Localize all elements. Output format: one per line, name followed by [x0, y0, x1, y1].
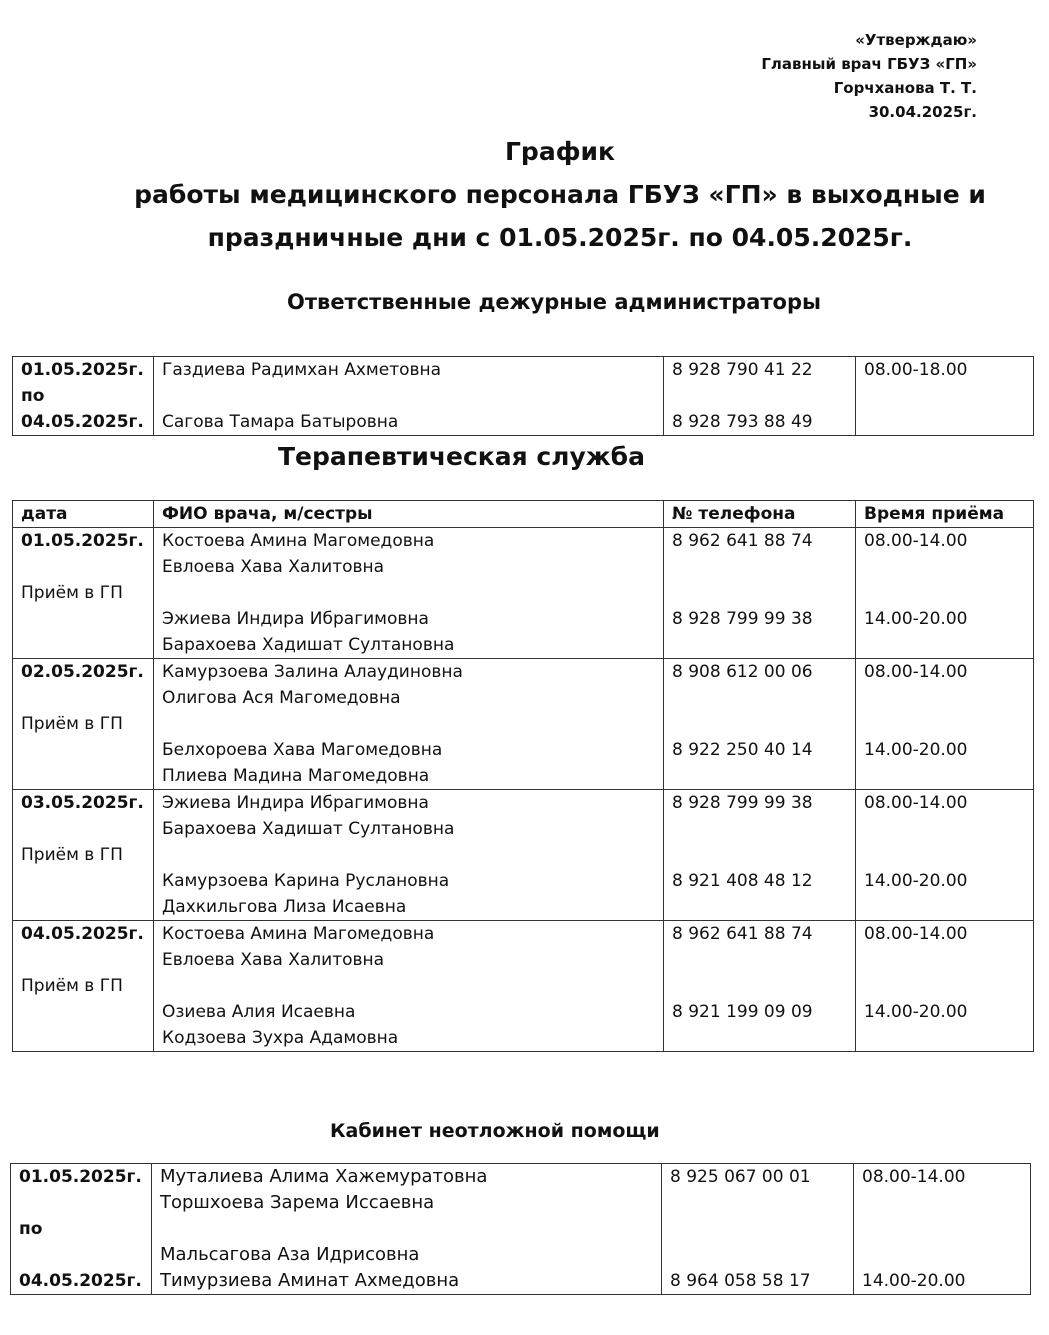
approval-line-name: Горчханова Т. Т. [833, 79, 977, 97]
staff-name: Камурзоева Залина Алаудиновна [162, 662, 463, 682]
urgent-heading: Кабинет неотложной помощи [330, 1120, 660, 1142]
staff-name: Тимурзиева Аминат Ахмедовна [160, 1270, 460, 1291]
date-from: 01.05.2025г. [19, 1167, 142, 1187]
shift1-time: 08.00-14.00 [864, 924, 968, 944]
shift1-time: 08.00-14.00 [864, 662, 968, 682]
day-date-cell [13, 790, 154, 921]
urgent-time-2: 14.00-20.00 [862, 1271, 966, 1291]
staff-name: Кодзоева Зухра Адамовна [162, 1028, 399, 1048]
staff-name: Костоева Амина Магомедовна [162, 531, 435, 551]
shift2-phone: 8 928 799 99 38 [672, 609, 813, 629]
shift2-phone: 8 921 408 48 12 [672, 871, 813, 891]
shift2-time: 14.00-20.00 [864, 1002, 968, 1022]
shift2-phone: 8 921 199 09 09 [672, 1002, 813, 1022]
admin-name-1: Газдиева Радимхан Ахметовна [162, 360, 442, 380]
day-time-cell [856, 921, 1034, 1052]
shift1-phone: 8 928 799 99 38 [672, 793, 813, 813]
urgent-phone-2: 8 964 058 58 17 [670, 1271, 811, 1291]
staff-name: Белхороева Хава Магомедовна [162, 740, 443, 760]
admins-date-cell [13, 357, 154, 436]
approval-block [761, 28, 977, 124]
date-separator: по [19, 1219, 43, 1239]
urgent-time-1: 08.00-14.00 [862, 1167, 966, 1187]
header-phone: № телефона [664, 501, 856, 528]
staff-name: Эжиева Индира Ибрагимовна [162, 793, 429, 813]
staff-name: Озиева Алия Исаевна [162, 1002, 356, 1022]
day-place: Приём в ГП [21, 976, 123, 996]
approval-line-approve: «Утверждаю» [855, 31, 977, 49]
shift1-time: 08.00-14.00 [864, 793, 968, 813]
day-date: 03.05.2025г. [21, 793, 144, 813]
day-place: Приём в ГП [21, 583, 123, 603]
admin-phone-1: 8 928 790 41 22 [672, 360, 813, 380]
table-row [13, 357, 1034, 436]
shift1-phone: 8 962 641 88 74 [672, 924, 813, 944]
urgent-time-cell [854, 1164, 1031, 1295]
staff-name: Эжиева Индира Ибрагимовна [162, 609, 429, 629]
day-phone-cell [664, 528, 856, 659]
day-time-cell [856, 659, 1034, 790]
table-row [13, 921, 1034, 1052]
approval-line-date: 30.04.2025г. [868, 103, 977, 121]
date-to: 04.05.2025г. [19, 1271, 142, 1291]
urgent-names-cell [152, 1164, 662, 1295]
staff-name: Муталиева Алима Хажемуратовна [160, 1166, 488, 1187]
day-date-cell [13, 921, 154, 1052]
shift2-time: 14.00-20.00 [864, 609, 968, 629]
table-row [13, 528, 1034, 659]
approval-line-position: Главный врач ГБУЗ «ГП» [761, 55, 977, 73]
therapy-table [12, 500, 1034, 1052]
admin-time: 08.00-18.00 [864, 360, 968, 380]
staff-name: Плиева Мадина Магомедовна [162, 766, 430, 786]
date-separator: по [21, 386, 45, 406]
day-time-cell [856, 790, 1034, 921]
staff-name: Барахоева Хадишат Султановна [162, 635, 455, 655]
urgent-phone-1: 8 925 067 00 01 [670, 1167, 811, 1187]
shift2-phone: 8 922 250 40 14 [672, 740, 813, 760]
table-row [11, 1164, 1031, 1295]
staff-name: Барахоева Хадишат Султановна [162, 819, 455, 839]
shift1-phone: 8 962 641 88 74 [672, 531, 813, 551]
staff-name: Евлоева Хава Халитовна [162, 950, 385, 970]
shift2-time: 14.00-20.00 [864, 871, 968, 891]
title-line-1: График [505, 137, 615, 166]
admin-name-2: Сагова Тамара Батыровна [162, 412, 399, 432]
staff-name: Камурзоева Карина Руслановна [162, 871, 450, 891]
header-time: Время приёма [856, 501, 1034, 528]
day-date: 02.05.2025г. [21, 662, 144, 682]
urgent-phone-cell [662, 1164, 854, 1295]
day-names-cell [154, 921, 664, 1052]
staff-name: Евлоева Хава Халитовна [162, 557, 385, 577]
header-date: дата [13, 501, 154, 528]
document-title [0, 130, 1049, 259]
day-phone-cell [664, 790, 856, 921]
table-header-row [13, 501, 1034, 528]
admins-heading: Ответственные дежурные администраторы [287, 290, 821, 314]
staff-name: Торшхоева Зарема Иссаевна [160, 1192, 435, 1213]
shift2-time: 14.00-20.00 [864, 740, 968, 760]
therapy-heading: Терапевтическая служба [278, 442, 645, 471]
admin-phone-2: 8 928 793 88 49 [672, 412, 813, 432]
title-line-3: праздничные дни с 01.05.2025г. по 04.05.2025г. [207, 223, 913, 252]
day-place: Приём в ГП [21, 714, 123, 734]
urgent-date-cell [11, 1164, 152, 1295]
urgent-table [10, 1163, 1031, 1295]
day-names-cell [154, 659, 664, 790]
day-date: 04.05.2025г. [21, 924, 144, 944]
admins-table [12, 356, 1034, 436]
table-row [13, 659, 1034, 790]
staff-name: Дахкильгова Лиза Исаевна [162, 897, 407, 917]
header-name: ФИО врача, м/сестры [154, 501, 664, 528]
day-place: Приём в ГП [21, 845, 123, 865]
day-phone-cell [664, 921, 856, 1052]
day-names-cell [154, 790, 664, 921]
day-date-cell [13, 659, 154, 790]
staff-name: Костоева Амина Магомедовна [162, 924, 435, 944]
admins-time-cell [856, 357, 1034, 436]
day-date: 01.05.2025г. [21, 531, 144, 551]
day-phone-cell [664, 659, 856, 790]
staff-name: Мальсагова Аза Идрисовна [160, 1244, 420, 1265]
table-row [13, 790, 1034, 921]
title-line-2: работы медицинского персонала ГБУЗ «ГП» в выходные и [134, 180, 986, 209]
staff-name: Олигова Ася Магомедовна [162, 688, 401, 708]
admins-phone-cell [664, 357, 856, 436]
date-from: 01.05.2025г. [21, 360, 144, 380]
day-time-cell [856, 528, 1034, 659]
day-date-cell [13, 528, 154, 659]
admins-names-cell [154, 357, 664, 436]
day-names-cell [154, 528, 664, 659]
shift1-phone: 8 908 612 00 06 [672, 662, 813, 682]
date-to: 04.05.2025г. [21, 412, 144, 432]
shift1-time: 08.00-14.00 [864, 531, 968, 551]
